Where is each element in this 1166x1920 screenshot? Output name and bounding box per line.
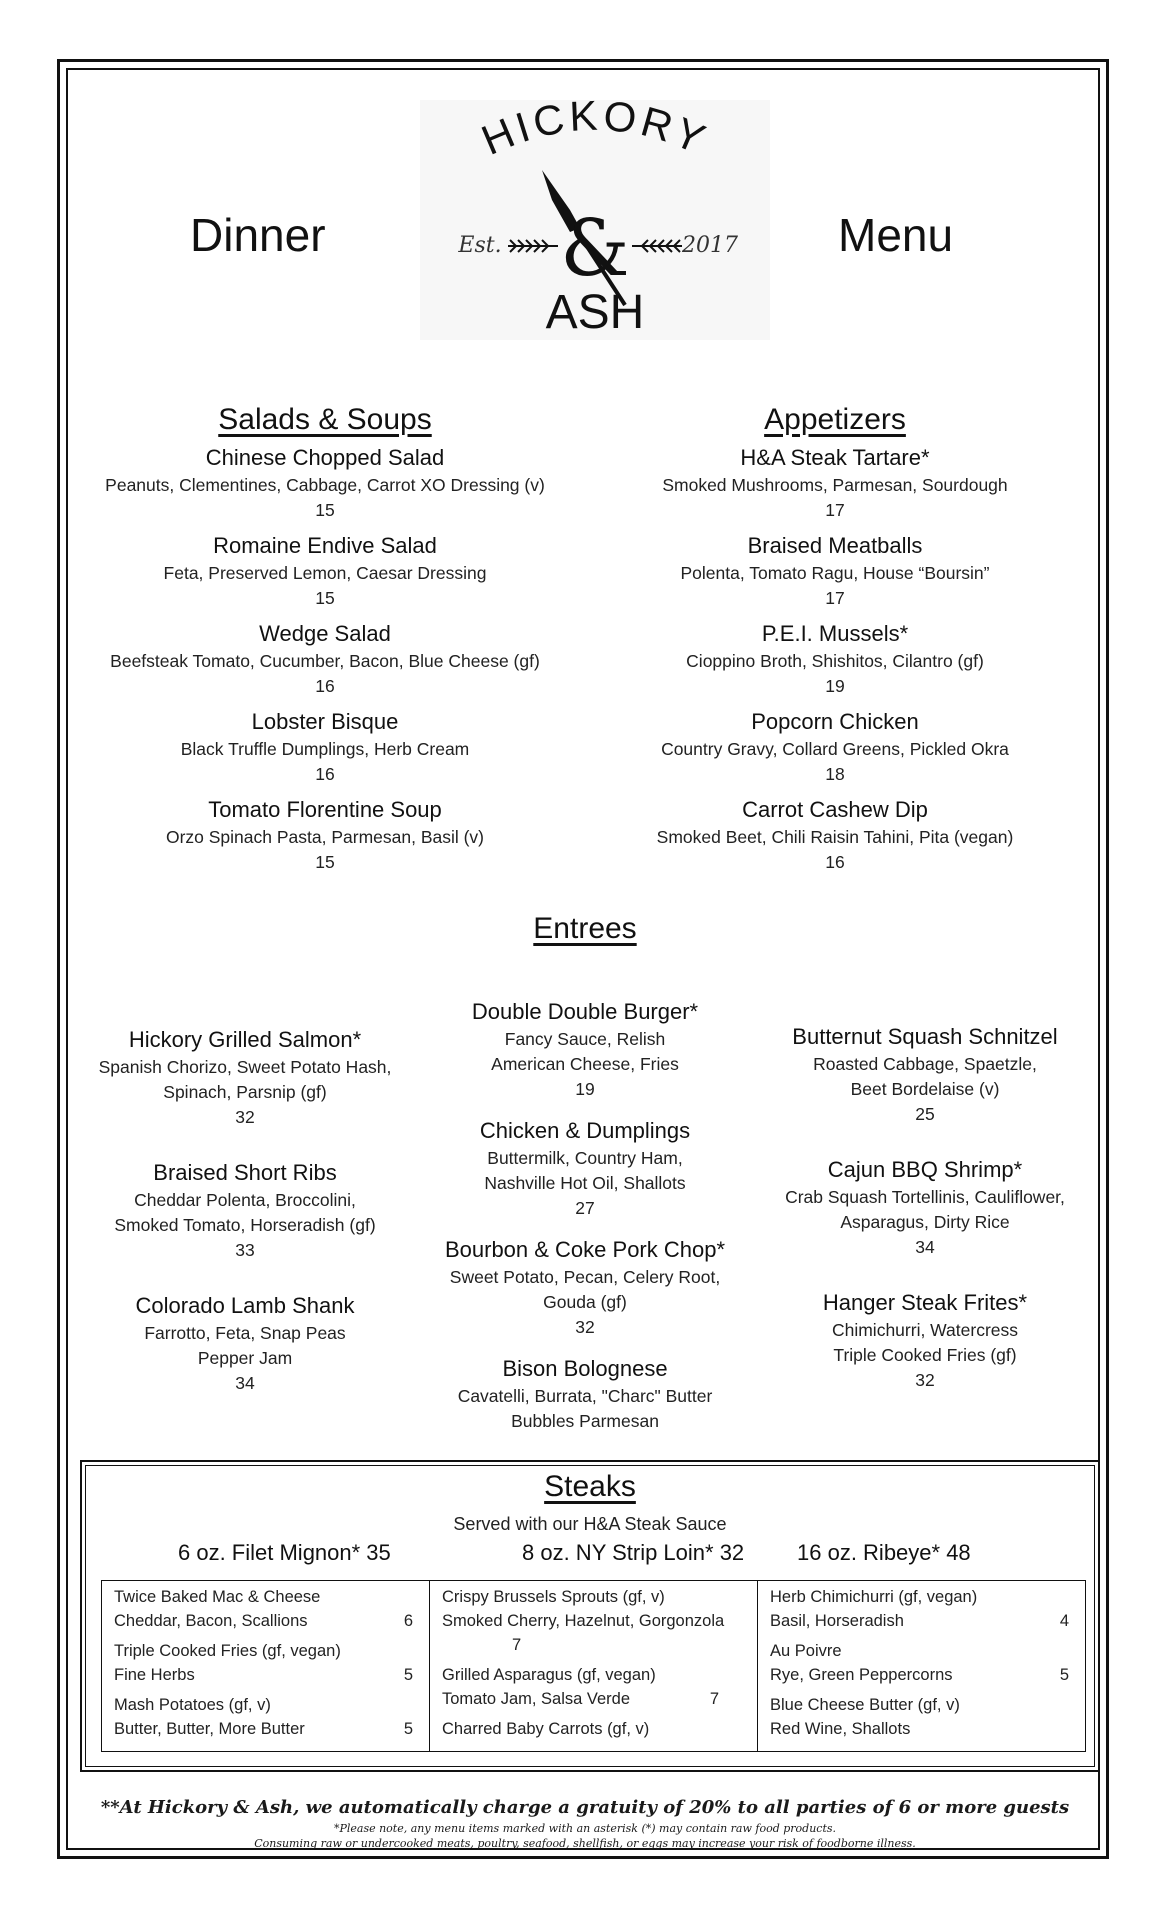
- item-price: 32: [235, 1107, 255, 1127]
- item-price: 17: [825, 588, 845, 608]
- item-price: 25: [915, 1104, 935, 1124]
- item-price: 33: [235, 1240, 255, 1260]
- item-description: Sweet Potato, Pecan, Celery Root,: [449, 1267, 721, 1287]
- right-sprig-icon: [632, 240, 682, 252]
- sides-grid: [101, 1580, 1086, 1752]
- side-name: Grilled Asparagus (gf, vegan): [442, 1666, 656, 1684]
- menu-item: [80, 1025, 410, 1130]
- side-name: Au Poivre: [770, 1642, 842, 1660]
- steak-cut: 8 oz. NY Strip Loin* 32: [522, 1540, 745, 1565]
- steak-cut: 16 oz. Ribeye* 48: [797, 1540, 971, 1565]
- side-description: Smoked Cherry, Hazelnut, Gorgonzola: [442, 1612, 725, 1630]
- item-price: 19: [575, 1079, 595, 1099]
- side-price: 7: [512, 1636, 522, 1654]
- side-name: Mash Potatoes (gf, v): [114, 1696, 271, 1714]
- item-name: Braised Meatballs: [747, 533, 923, 558]
- item-name: Double Double Burger*: [471, 999, 699, 1024]
- side-item: [770, 1639, 1073, 1687]
- item-description: Spanish Chorizo, Sweet Potato Hash,: [98, 1057, 392, 1077]
- steak-cut: 6 oz. Filet Mignon* 35: [178, 1540, 391, 1565]
- item-name: Lobster Bisque: [251, 709, 399, 734]
- side-item: [442, 1717, 745, 1741]
- menu-item: [70, 795, 580, 875]
- item-description: Farrotto, Feta, Snap Peas: [144, 1323, 346, 1343]
- item-name: Wedge Salad: [259, 621, 391, 646]
- item-description: Nashville Hot Oil, Shallots: [484, 1173, 686, 1193]
- gratuity-notice: **At Hickory & Ash, we automatically charge a gratuity of 20% to all parties of 6 or more guests: [100, 1797, 1070, 1818]
- item-price: 15: [315, 852, 335, 872]
- side-price: 5: [403, 1666, 413, 1684]
- item-name: Colorado Lamb Shank: [135, 1293, 355, 1318]
- item-description: Smoked Beet, Chili Raisin Tahini, Pita (vegan): [656, 827, 1014, 847]
- side-price: 5: [1059, 1666, 1069, 1684]
- side-description: Tomato Jam, Salsa Verde: [442, 1690, 631, 1708]
- item-price: 18: [825, 764, 845, 784]
- menu-item: [70, 443, 580, 523]
- svg-text:HICKORY: [475, 100, 715, 164]
- logo-bottom-text: ASH: [545, 286, 645, 339]
- sides-left-column: [102, 1581, 429, 1751]
- side-name: Herb Chimichurri (gf, vegan): [770, 1588, 978, 1606]
- item-description: Country Gravy, Collard Greens, Pickled Okra: [661, 739, 1009, 759]
- item-description: Beet Bordelaise (v): [850, 1079, 1000, 1099]
- item-description: Cavatelli, Burrata, "Charc" Butter: [457, 1386, 713, 1406]
- item-description: Polenta, Tomato Ragu, House “Boursin”: [680, 563, 990, 583]
- item-price: 32: [575, 1317, 595, 1337]
- restaurant-logo: [420, 100, 770, 340]
- item-description: American Cheese, Fries: [491, 1054, 679, 1074]
- side-item: [770, 1693, 1073, 1741]
- side-description: Basil, Horseradish: [770, 1612, 904, 1630]
- menu-item: [600, 531, 1070, 611]
- side-item: [114, 1585, 417, 1633]
- item-price: 16: [315, 764, 335, 784]
- item-description: Smoked Mushrooms, Parmesan, Sourdough: [662, 475, 1008, 495]
- steaks-heading: Steaks: [544, 1470, 636, 1503]
- item-name: Bourbon & Coke Pork Chop*: [444, 1237, 726, 1262]
- entrees-right-column: [765, 1022, 1085, 1421]
- item-description: Triple Cooked Fries (gf): [833, 1345, 1017, 1365]
- menu-item: [70, 619, 580, 699]
- item-name: Tomato Florentine Soup: [208, 797, 442, 822]
- menu-item: [765, 1022, 1085, 1127]
- raw-food-notice: *Please note, any menu items marked with an asterisk (*) may contain raw food products.: [333, 1822, 837, 1835]
- item-description: Black Truffle Dumplings, Herb Cream: [180, 739, 470, 759]
- menu-item: [765, 1155, 1085, 1260]
- item-name: P.E.I. Mussels*: [761, 621, 909, 646]
- entrees-heading: Entrees: [533, 912, 637, 945]
- appetizers-heading: Appetizers: [764, 403, 906, 436]
- side-item: [770, 1585, 1073, 1633]
- menu-item: [420, 1354, 750, 1430]
- menu-item: [420, 1116, 750, 1221]
- item-name: Butternut Squash Schnitzel: [792, 1024, 1058, 1049]
- side-name: Twice Baked Mac & Cheese: [114, 1588, 321, 1606]
- item-name: Carrot Cashew Dip: [742, 797, 928, 822]
- item-description: Cheddar Polenta, Broccolini,: [134, 1190, 356, 1210]
- item-name: Braised Short Ribs: [153, 1160, 337, 1185]
- menu-item: [420, 997, 750, 1102]
- item-price: 27: [575, 1198, 595, 1218]
- salads-soups-heading: Salads & Soups: [218, 403, 432, 436]
- item-price: 16: [315, 676, 335, 696]
- item-name: Bison Bolognese: [502, 1356, 668, 1381]
- menu-item: [80, 1291, 410, 1396]
- side-description: Rye, Green Peppercorns: [770, 1666, 953, 1684]
- menu-item: [70, 707, 580, 787]
- item-description: Feta, Preserved Lemon, Caesar Dressing: [163, 563, 487, 583]
- menu-item: [765, 1288, 1085, 1393]
- entrees-middle-column: [420, 997, 750, 1430]
- menu-item: [70, 531, 580, 611]
- side-description: Red Wine, Shallots: [770, 1720, 911, 1738]
- item-description: Asparagus, Dirty Rice: [840, 1212, 1010, 1232]
- item-price: 19: [825, 676, 845, 696]
- side-item: [114, 1693, 417, 1741]
- side-item: [442, 1663, 745, 1711]
- side-name: Blue Cheese Butter (gf, v): [770, 1696, 960, 1714]
- side-name: Crispy Brussels Sprouts (gf, v): [442, 1588, 665, 1606]
- item-price: 16: [825, 852, 845, 872]
- side-item: [114, 1639, 417, 1687]
- menu-item: [600, 443, 1070, 523]
- item-description: Bubbles Parmesan: [511, 1411, 659, 1430]
- side-price: 4: [1059, 1612, 1069, 1630]
- item-name: Popcorn Chicken: [751, 709, 919, 734]
- side-item: [442, 1585, 745, 1657]
- item-description: Beefsteak Tomato, Cucumber, Bacon, Blue Cheese (gf): [110, 651, 540, 671]
- item-description: Crab Squash Tortellinis, Cauliflower,: [785, 1187, 1065, 1207]
- side-description: Fine Herbs: [114, 1666, 195, 1684]
- item-description: Cioppino Broth, Shishitos, Cilantro (gf): [686, 651, 984, 671]
- side-price: 5: [403, 1720, 413, 1738]
- item-name: Romaine Endive Salad: [213, 533, 437, 558]
- logo-est-text: Est.: [458, 233, 502, 258]
- menu-item: [80, 1158, 410, 1263]
- sides-middle-column: [429, 1581, 757, 1751]
- entrees-left-column: [80, 1025, 410, 1424]
- item-name: Hanger Steak Frites*: [822, 1290, 1028, 1315]
- item-price: 32: [915, 1370, 935, 1390]
- item-description: Peanuts, Clementines, Cabbage, Carrot XO Dressing (v): [105, 475, 545, 495]
- side-name: Charred Baby Carrots (gf, v): [442, 1720, 650, 1738]
- item-name: Chicken & Dumplings: [479, 1118, 691, 1143]
- menu-item: [420, 1235, 750, 1340]
- item-description: Pepper Jam: [197, 1348, 293, 1368]
- item-description: Roasted Cabbage, Spaetzle,: [813, 1054, 1037, 1074]
- side-price: 6: [403, 1612, 413, 1630]
- item-price: 34: [915, 1237, 935, 1257]
- menu-item: [600, 619, 1070, 699]
- item-price: 34: [235, 1373, 255, 1393]
- logo-year-text: 2017: [682, 233, 738, 258]
- item-name: Cajun BBQ Shrimp*: [827, 1157, 1023, 1182]
- item-name: Hickory Grilled Salmon*: [128, 1027, 362, 1052]
- item-description: Buttermilk, Country Ham,: [487, 1148, 683, 1168]
- side-name: Triple Cooked Fries (gf, vegan): [114, 1642, 341, 1660]
- left-sprig-icon: [508, 240, 558, 252]
- item-description: Chimichurri, Watercress: [831, 1320, 1019, 1340]
- sauces-right-column: [757, 1581, 1085, 1751]
- item-price: 17: [825, 500, 845, 520]
- item-name: H&A Steak Tartare*: [740, 445, 930, 470]
- appetizers-section: [600, 403, 1070, 883]
- item-description: Spinach, Parsnip (gf): [163, 1082, 327, 1102]
- menu-item: [600, 707, 1070, 787]
- item-description: Fancy Sauce, Relish: [504, 1029, 666, 1049]
- side-price: 7: [709, 1690, 719, 1708]
- item-name: Chinese Chopped Salad: [205, 445, 445, 470]
- foodborne-illness-notice: Consuming raw or undercooked meats, poultry, seafood, shellfish, or eggs may increase your risk of foodborne illness.: [254, 1837, 916, 1850]
- menu-item: [600, 795, 1070, 875]
- item-price: 15: [315, 588, 335, 608]
- side-description: Butter, Butter, More Butter: [114, 1720, 305, 1738]
- salads-soups-section: [70, 403, 580, 883]
- item-description: Smoked Tomato, Horseradish (gf): [114, 1215, 376, 1235]
- item-description: Orzo Spinach Pasta, Parmesan, Basil (v): [165, 827, 485, 847]
- steaks-subheading: Served with our H&A Steak Sauce: [453, 1514, 727, 1534]
- dinner-title: Dinner: [190, 209, 326, 261]
- logo-ampersand: &: [560, 204, 630, 294]
- menu-title: Menu: [838, 209, 954, 261]
- item-description: Gouda (gf): [543, 1292, 627, 1312]
- item-price: 15: [315, 500, 335, 520]
- logo-top-text: HICKORY: [474, 100, 716, 164]
- side-description: Cheddar, Bacon, Scallions: [114, 1612, 308, 1630]
